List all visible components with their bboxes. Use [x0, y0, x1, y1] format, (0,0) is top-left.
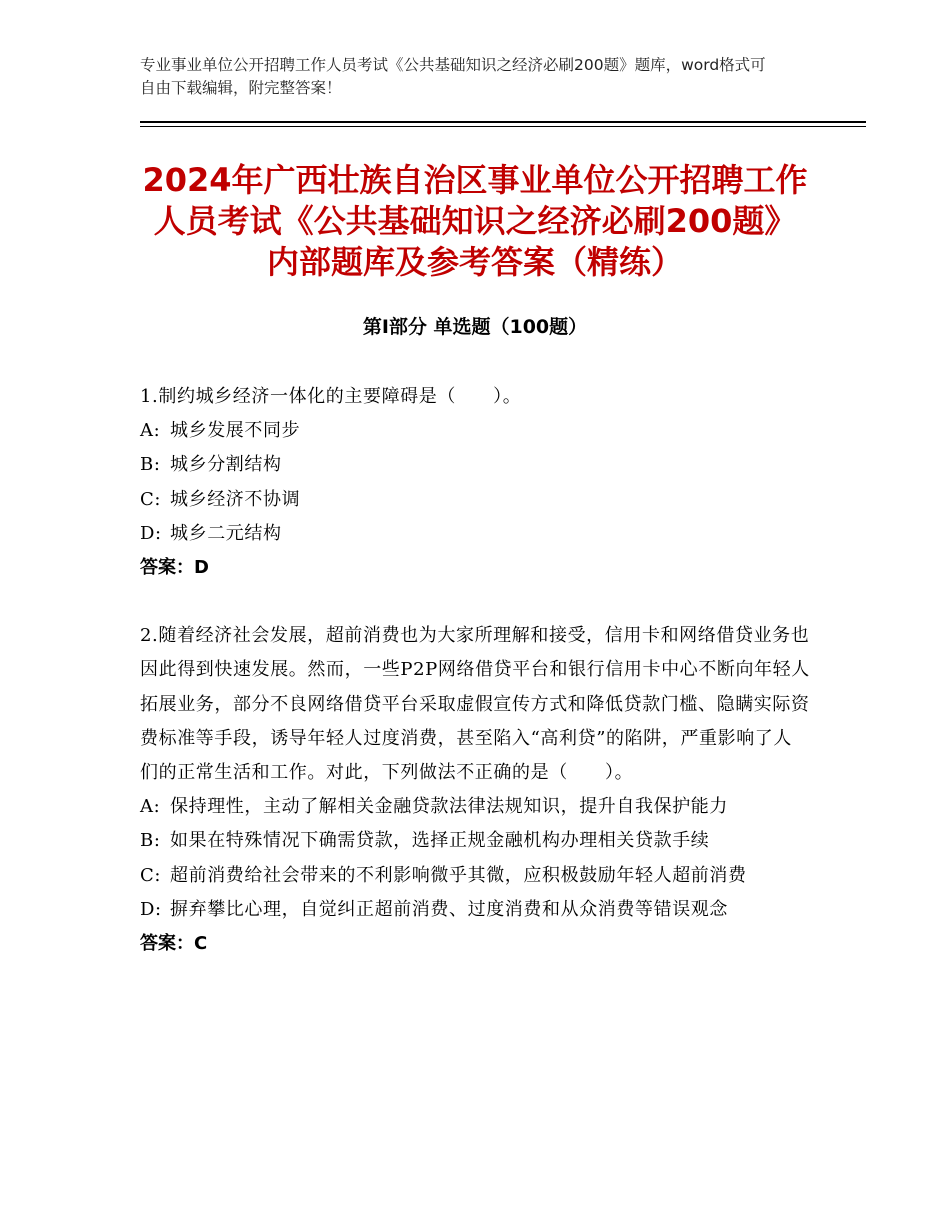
- answer-label: 答案：: [140, 557, 194, 579]
- option-letter: A:: [140, 796, 161, 818]
- option-text: 城乡经济不协调: [170, 488, 301, 510]
- option-letter: C:: [140, 864, 162, 886]
- option-d: [140, 893, 810, 927]
- answer-line: [140, 927, 810, 961]
- option-text: 城乡发展不同步: [170, 420, 301, 442]
- question-2: [140, 619, 810, 961]
- option-a: [140, 414, 810, 448]
- question-list: [140, 380, 810, 961]
- option-a: [140, 790, 810, 824]
- option-b: [140, 448, 810, 482]
- page-header: [140, 54, 780, 100]
- question-1: [140, 380, 810, 585]
- option-text: 城乡二元结构: [170, 522, 282, 544]
- option-letter: B:: [140, 830, 161, 852]
- option-text: 摒弃攀比心理，自觉纠正超前消费、过度消费和从众消费等错误观念: [170, 898, 728, 920]
- answer-label: 答案：: [140, 933, 194, 955]
- header-rule-thick: [140, 121, 866, 123]
- answer-value: C: [194, 933, 208, 955]
- option-letter: D:: [140, 522, 162, 544]
- page-header-text: 专业事业单位公开招聘工作人员考试《公共基础知识之经济必刷200题》题库，word格式可自由下载编辑，附完整答案！: [140, 56, 766, 97]
- question-text: 1.制约城乡经济一体化的主要障碍是（ ）。: [140, 386, 522, 407]
- answer-value: D: [194, 557, 209, 579]
- option-text: 城乡分割结构: [170, 454, 282, 476]
- option-c: [140, 483, 810, 517]
- option-text: 如果在特殊情况下确需贷款，选择正规金融机构办理相关贷款手续: [170, 830, 710, 852]
- option-letter: C:: [140, 488, 162, 510]
- option-c: [140, 859, 810, 893]
- option-d: [140, 517, 810, 551]
- option-b: [140, 824, 810, 858]
- option-letter: B:: [140, 454, 161, 476]
- question-text: 2.随着经济社会发展，超前消费也为大家所理解和接受，信用卡和网络借贷业务也因此得到快速发展。然而，一些P2P网络借贷平台和银行信用卡中心不断向年轻人拓展业务，部分不良网络借贷平台采取虚假宣传方式和降低贷款门槛、隐瞒实际资费标准等手段，诱导年轻人过度消费，甚至陷入“高利贷”的陷阱，严重影响了人们的正常生活和工作。对此，下列做法不正确的是（ ）。: [140, 625, 810, 784]
- header-rule-thin: [140, 126, 866, 127]
- document-title: 2024年广西壮族自治区事业单位公开招聘工作人员考试《公共基础知识之经济必刷200题》内部题库及参考答案（精练）: [142, 161, 808, 281]
- option-text: 超前消费给社会带来的不利影响微乎其微，应积极鼓励年轻人超前消费: [170, 864, 747, 886]
- option-letter: D:: [140, 898, 162, 920]
- option-text: 保持理性，主动了解相关金融贷款法律法规知识，提升自我保护能力: [170, 796, 728, 818]
- option-letter: A:: [140, 420, 161, 442]
- answer-line: [140, 551, 810, 585]
- section-title: 第Ⅰ部分 单选题（100题）: [362, 316, 588, 338]
